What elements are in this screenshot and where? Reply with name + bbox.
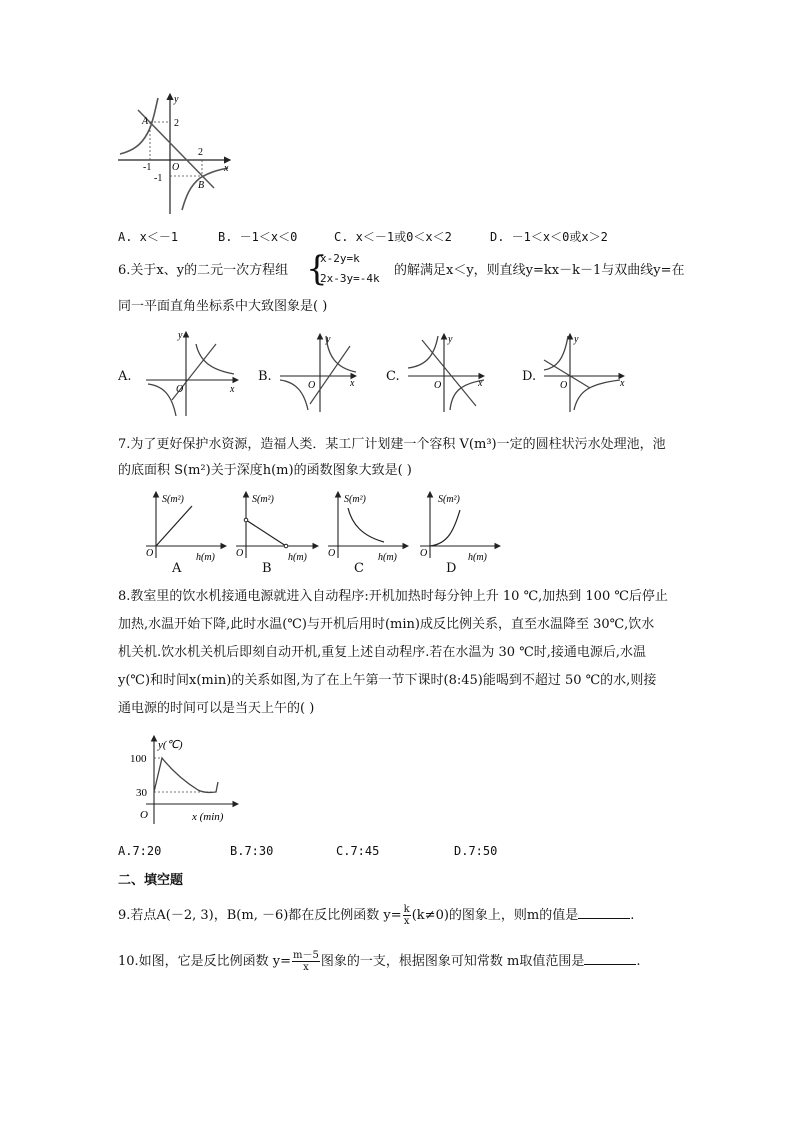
q7-graph-c (322, 490, 412, 562)
q10-fraction: $\frac{m-5}{x}$ (293, 950, 319, 973)
svg-text:y: y (178, 330, 183, 341)
q6-graph-d (540, 330, 630, 414)
q5-graph (114, 92, 238, 218)
q6-line2: 同一平面直角坐标系中大致图象是( ) (118, 299, 328, 314)
q6-graph-c (404, 330, 490, 414)
q7-graph-d (414, 490, 504, 562)
q8-line4: y(℃)和时间x(min)的关系如图,为了在上午第一节下课时(8:45)能喝到不超过 50 ℃的水,则接 (118, 673, 657, 688)
q8-y-label: y(℃) (158, 739, 183, 751)
svg-text:O: O (176, 384, 184, 395)
q10-suffix: 图象的一支，根据图象可知常数 m取值范围是 (320, 954, 585, 969)
q6-option-c-label: C. (386, 369, 400, 384)
svg-text:y: y (448, 334, 453, 345)
svg-text:h(m): h(m) (196, 552, 215, 562)
q5-label-x: x (224, 163, 229, 174)
q5-hyperbola-left (120, 98, 158, 154)
q5-label-y: y (174, 94, 179, 105)
q9: 9.若点A(－2, 3)，B(m, －6)都在反比例函数 y= $\frac{k}{x}$ (k≠0)的图象上，则m的值是 . (118, 904, 635, 927)
q5-hyperbola-right (182, 168, 228, 210)
q5-label-2x: 2 (198, 147, 203, 158)
svg-text:x: x (230, 384, 235, 395)
q8-option-d: D.7:50 (454, 844, 498, 858)
q5-label-B: B (198, 180, 205, 191)
q9-suffix: (k≠0)的图象上，则m的值是 (411, 908, 579, 923)
q6-eq2: 2x-3y=-4k (320, 272, 380, 285)
svg-text:S(m²): S(m²) (252, 494, 274, 505)
q5-label-neg1y: -1 (154, 173, 163, 184)
svg-text:O: O (434, 380, 442, 391)
svg-text:S(m²): S(m²) (344, 494, 366, 505)
q8-line1: 8.教室里的饮水机接通电源就进入自动程序:开机加热时每分钟上升 10 ℃,加热到 100 ℃后停止 (118, 589, 668, 604)
q6-eq1: x-2y=k (320, 252, 360, 265)
q8-tick-100: 100 (130, 753, 147, 765)
q5-option-a: A. x＜－1 (118, 230, 179, 244)
q7-option-c: C (354, 561, 364, 576)
q6-brace: { (306, 249, 328, 289)
q6-graph-b (276, 330, 362, 414)
q6-option-a-label: A. (118, 369, 132, 384)
q7-option-a: A (172, 561, 182, 576)
q10: 10.如图，它是反比例函数 y= $\frac{m-5}{x}$ 图象的一支，根据图象可知常数 m取值范围是 . (118, 950, 641, 973)
svg-text:S(m²): S(m²) (162, 494, 184, 505)
svg-text:h(m): h(m) (378, 552, 397, 562)
q8-line3: 机关机.饮水机关机后即刻自动开机,重复上述自动程序.若在水温为 30 ℃时,接通电源后,水温 (118, 645, 647, 660)
svg-text:x: x (478, 378, 483, 389)
q6-prefix: 6.关于x、y的二元一次方程组 (118, 263, 289, 278)
q7-option-d: D (446, 561, 457, 576)
svg-text:S(m²): S(m²) (438, 494, 460, 505)
svg-text:y: y (574, 334, 579, 345)
q5-option-d: D. －1＜x＜0或x＞2 (490, 230, 608, 244)
q8-x-label: x (min) (192, 811, 224, 823)
q8-line2: 加热,水温开始下降,此时水温(℃)与开机后用时(min)成反比例关系，直至水温降至 30℃,饮水 (118, 617, 655, 632)
q7-line1: 7.为了更好保护水资源，造福人类．某工厂计划建一个容积 V(m³)一定的圆柱状污水处理池，池 (118, 437, 666, 452)
q10-answer-blank[interactable] (584, 952, 636, 965)
q6-suffix: 的解满足x＜y，则直线y=kx－k－1与双曲线y=在 (394, 263, 685, 278)
q7-graph-a (140, 490, 230, 562)
q6-option-b-label: B. (258, 369, 272, 384)
q8-tick-30: 30 (136, 787, 147, 799)
svg-text:y: y (326, 334, 331, 345)
svg-text:O: O (236, 548, 244, 559)
q8-graph (126, 734, 242, 828)
q8-origin: O (140, 809, 148, 821)
q5-label-A: A (142, 116, 149, 127)
q6-graph-a (142, 326, 242, 418)
svg-text:x: x (350, 378, 355, 389)
svg-text:h(m): h(m) (288, 552, 307, 562)
q8-option-c: C.7:45 (336, 844, 380, 858)
svg-text:O: O (420, 548, 428, 559)
q9-fraction: $\frac{k}{x}$ (403, 904, 410, 927)
svg-text:O: O (308, 380, 316, 391)
svg-text:O: O (560, 380, 568, 391)
svg-text:h(m): h(m) (468, 552, 487, 562)
q7-graph-b (230, 490, 322, 562)
q5-option-c: C. x＜－1或0＜x＜2 (334, 230, 452, 244)
q9-answer-blank[interactable] (578, 906, 630, 919)
q8-line5: 通电源的时间可以是当天上午的( ) (118, 701, 315, 716)
svg-text:O: O (146, 548, 154, 559)
q8-option-a: A.7:20 (118, 844, 162, 858)
q7-line2: 的底面积 S(m²)关于深度h(m)的函数图象大致是( ) (118, 463, 412, 478)
q10-prefix: 10.如图，它是反比例函数 y= (118, 954, 292, 969)
q8-option-b: B.7:30 (230, 844, 274, 858)
q9-prefix: 9.若点A(－2, 3)，B(m, －6)都在反比例函数 y= (118, 908, 402, 923)
section-title: 二、填空题 (118, 873, 184, 888)
q7-option-b: B (262, 561, 272, 576)
q5-label-origin: O (172, 162, 180, 173)
q6-option-d-label: D. (522, 369, 537, 384)
q5-label-neg1x: -1 (143, 162, 152, 173)
q5-option-b: B. －1＜x＜0 (218, 230, 298, 244)
svg-text:x: x (620, 378, 625, 389)
q5-label-2y: 2 (174, 118, 179, 129)
svg-text:O: O (328, 548, 336, 559)
